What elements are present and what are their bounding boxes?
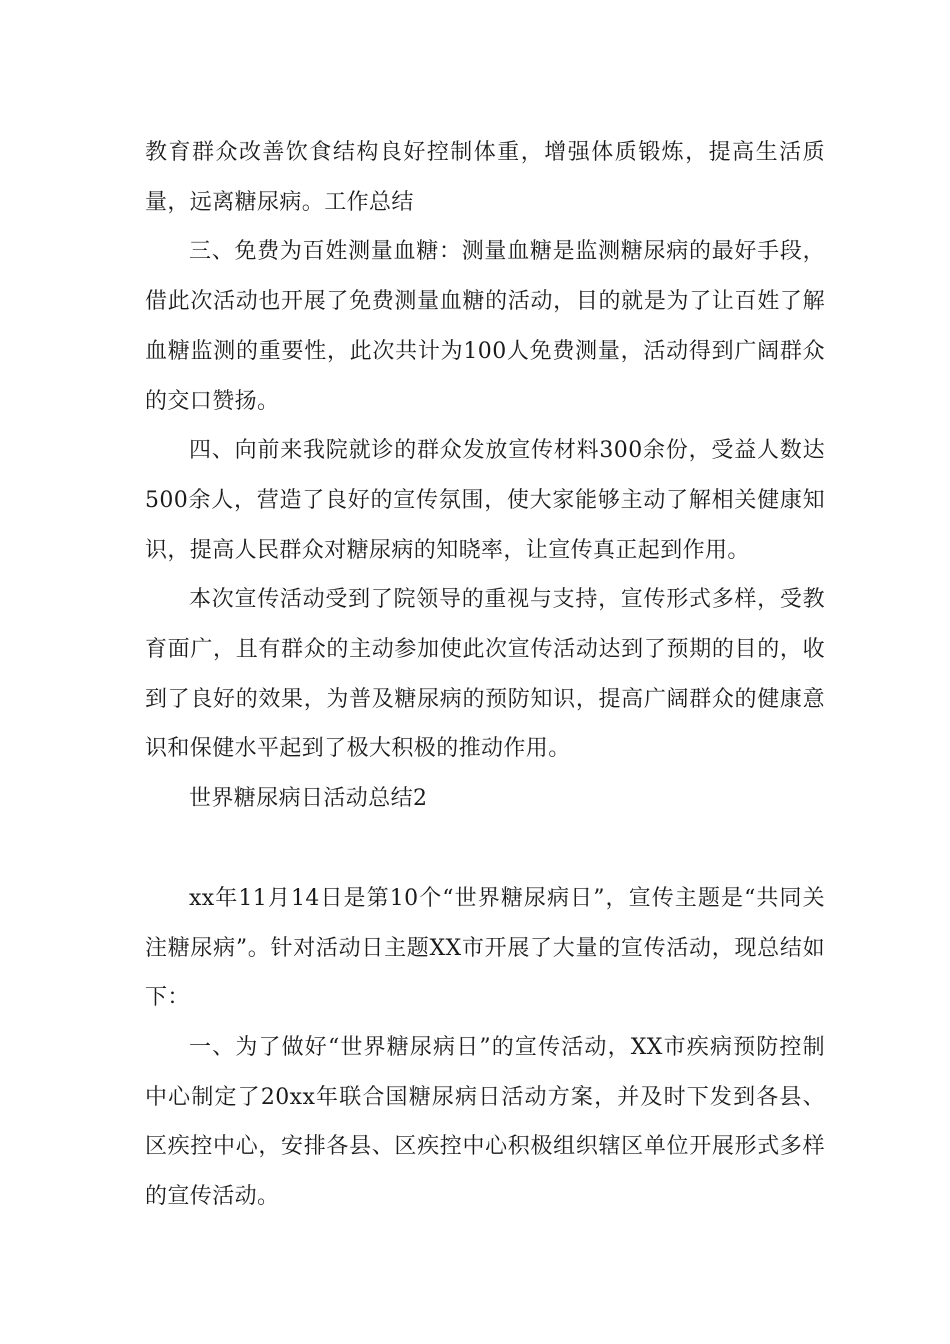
document-body [145, 128, 825, 1222]
paragraph-plan: 一、为了做好“世界糖尿病日”的宣传活动，XX市疾病预防控制中心制定了20xx年联合国糖尿病日活动方案，并及时下发到各县、区疾控中心，安排各县、区疾控中心积极组织辖区单位开展形式多样的宣传活动。 [145, 1034, 825, 1210]
paragraph-continuation: 教育群众改善饮食结构良好控制体重，增强体质锻炼，提高生活质量，远离糖尿病。工作总结 [145, 140, 825, 215]
blank-line [145, 824, 825, 874]
paragraph-materials-distribution: 四、向前来我院就诊的群众发放宣传材料300余份，受益人数达500余人，营造了良好的宣传氛围，使大家能够主动了解相关健康知识，提高人民群众对糖尿病的知晓率，让宣传真正起到作用。 [145, 438, 825, 563]
paragraph-activity-summary: 本次宣传活动受到了院领导的重视与支持，宣传形式多样，受教育面广，且有群众的主动参加使此次宣传活动达到了预期的目的，收到了良好的效果，为普及糖尿病的预防知识，提高广阔群众的健康意识和保健水平起到了极大积极的推动作用。 [145, 587, 825, 762]
section-heading: 世界糖尿病日活动总结2 [189, 786, 428, 812]
paragraph-intro: xx年11月14日是第10个“世界糖尿病日”，宣传主题是“共同关注糖尿病”。针对活动日主题XX市开展了大量的宣传活动，现总结如下： [145, 885, 825, 1011]
paragraph-free-blood-sugar-test: 三、免费为百姓测量血糖：测量血糖是监测糖尿病的最好手段，借此次活动也开展了免费测量血糖的活动，目的就是为了让百姓了解血糖监测的重要性，此次共计为100人免费测量，活动得到广阔群众的交口赞扬。 [145, 239, 825, 414]
